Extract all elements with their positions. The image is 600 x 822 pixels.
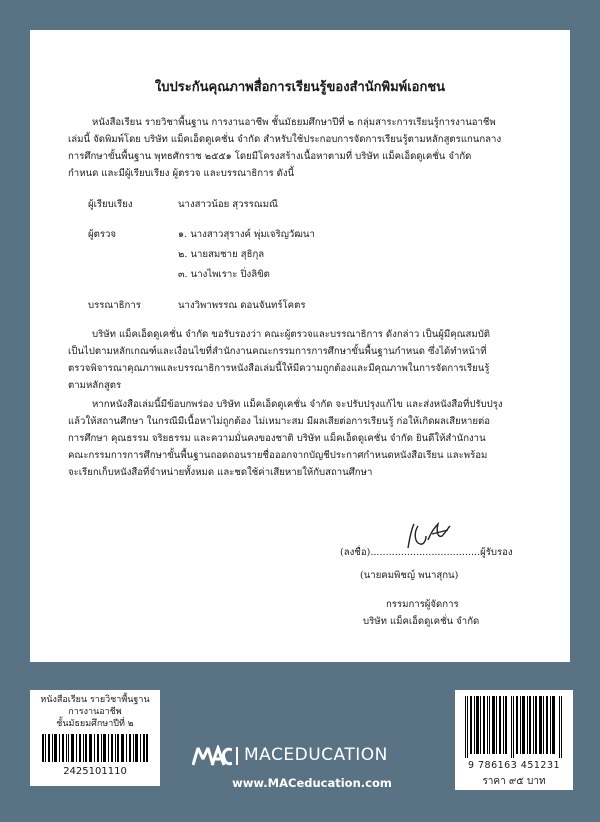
reviewer-item: ๑. นางสาวสุรางค์ พุ่มเจริญวัฒนา <box>178 229 315 240</box>
book-code: 2425101110 <box>63 766 127 777</box>
author-label: ผู้เรียบเรียง <box>88 199 133 210</box>
isbn-barcode <box>465 696 563 758</box>
sign-prefix: (ลงชื่อ) <box>340 547 371 558</box>
signatory-company: บริษัท แม็คเอ็ดดูเคชั่น จำกัด <box>363 616 480 627</box>
intro-paragraph <box>68 114 542 182</box>
isbn-number: 9 786163 451231 <box>467 760 561 771</box>
reviewer-label: ผู้ตรวจ <box>88 229 117 240</box>
isbn-sticker <box>455 690 573 790</box>
book-label-sticker <box>30 690 160 786</box>
reviewer-item: ๒. นายสมชาย สุธิกุล <box>178 249 265 260</box>
certificate-page <box>30 30 570 662</box>
sign-dots: .................................... <box>370 547 481 558</box>
intro-line: เล่มนี้ จัดพิมพ์โดย บริษัท แม็คเอ็ดดูเคชั่น จำกัด สำหรับใช้ประกอบการจัดการเรียนรู้ตามหลักสูตรแกนกลาง <box>68 134 502 145</box>
certification-paragraph <box>68 326 542 394</box>
certification-line: บริษัท แม็คเอ็ดดูเคชั่น จำกัด ขอรับรองว่า คณะผู้ตรวจและบรรณาธิการ ดังกล่าว เป็นผู้มีคุณสมบัติ <box>92 329 491 340</box>
liability-line: แล้วให้สถานศึกษา ในกรณีมีเนื้อหาไม่ถูกต้อง ไม่เหมาะสม มีผลเสียต่อการเรียนรู้ ก่อให้เกิดผลเสียหายต่อ <box>68 416 491 427</box>
editor-name: นางวิพาพรรณ ดอนจันทร์โคตร <box>178 300 306 311</box>
liability-line: การศึกษา คุณธรรม จริยธรรม และความมั่นคงของชาติ บริษัท แม็คเอ็ดดูเคชั่น จำกัด ยินดีให้สำนักงาน <box>68 433 486 444</box>
publisher-logo <box>192 745 432 767</box>
intro-line: กำหนด และมีผู้เรียบเรียง ผู้ตรวจ และบรรณาธิการ ดังนี้ <box>68 168 295 179</box>
certification-line: ตามหลักสูตร <box>68 380 122 391</box>
liability-line: จะเรียกเก็บหนังสือที่จำหน่ายทั้งหมด และชดใช้ค่าเสียหายให้กับสถานศึกษา <box>68 467 373 478</box>
signatory-name: (นายคมพิชญ์ พนาสุกน) <box>360 570 459 581</box>
certification-line: ตรวจพิจารณาคุณภาพและบรรณาธิการหนังสือเล่มนี้ให้มีความถูกต้องและมีคุณภาพในการจัดการเรียนรู้ <box>68 363 490 374</box>
signatory-title: กรรมการผู้จัดการ <box>386 599 459 610</box>
book-label-line: ชั้นมัธยมศึกษาปีที่ ๒ <box>56 719 134 729</box>
sign-suffix: ผู้รับรอง <box>480 547 513 558</box>
liability-paragraph <box>68 396 542 481</box>
mac-logo-icon <box>192 745 232 767</box>
certificate-title: ใบประกันคุณภาพสื่อการเรียนรู้ของสำนักพิมพ์เอกชน <box>154 80 446 95</box>
certification-line: เป็นไปตามหลักเกณฑ์และเงื่อนไขที่สำนักงานคณะกรรมการการศึกษาขั้นพื้นฐานกำหนด ซึ่งได้ทำหน้าที่ <box>68 346 487 357</box>
liability-line: คณะกรรมการการศึกษาขั้นพื้นฐานถอดถอนรายชื่อออกจากบัญชีประกาศกำหนดหนังสือเรียน และพร้อม <box>68 450 488 461</box>
logo-divider <box>236 747 238 765</box>
intro-line: การศึกษาขั้นพื้นฐาน พุทธศักราช ๒๕๕๑ โดยมีโครงสร้างเนื้อหาตามที่ บริษัท แม็คเอ็ดดูเคชั่น จำกัด <box>68 151 472 162</box>
book-label-line: หนังสือเรียน รายวิชาพื้นฐาน <box>40 695 150 705</box>
liability-line: หากหนังสือเล่มนี้มีข้อบกพร่อง บริษัท แม็คเอ็ดดูเคชั่น จำกัด จะปรับปรุงแก้ไข และส่งหนังสือที่ปรับปรุง <box>92 399 503 410</box>
book-label-line: การงานอาชีพ <box>68 707 122 717</box>
reviewer-item: ๓. นางไพเราะ ปิ่งลิขิต <box>178 269 270 280</box>
intro-line: หนังสือเรียน รายวิชาพื้นฐาน การงานอาชีพ ชั้นมัธยมศึกษาปีที่ ๒ กลุ่มสาระการเรียนรู้การงานอาชีพ <box>92 117 496 128</box>
publisher-url[interactable]: www.MACeducation.com <box>232 776 392 790</box>
signature-line <box>340 544 513 561</box>
book-code-barcode <box>42 734 148 762</box>
editor-label: บรรณาธิการ <box>88 300 141 311</box>
price-label: ราคา ๙๕ บาท <box>482 776 546 787</box>
publisher-name: MACEDUCATION <box>244 745 388 765</box>
author-name: นางสาวน้อย สุวรรณมณี <box>178 199 278 210</box>
